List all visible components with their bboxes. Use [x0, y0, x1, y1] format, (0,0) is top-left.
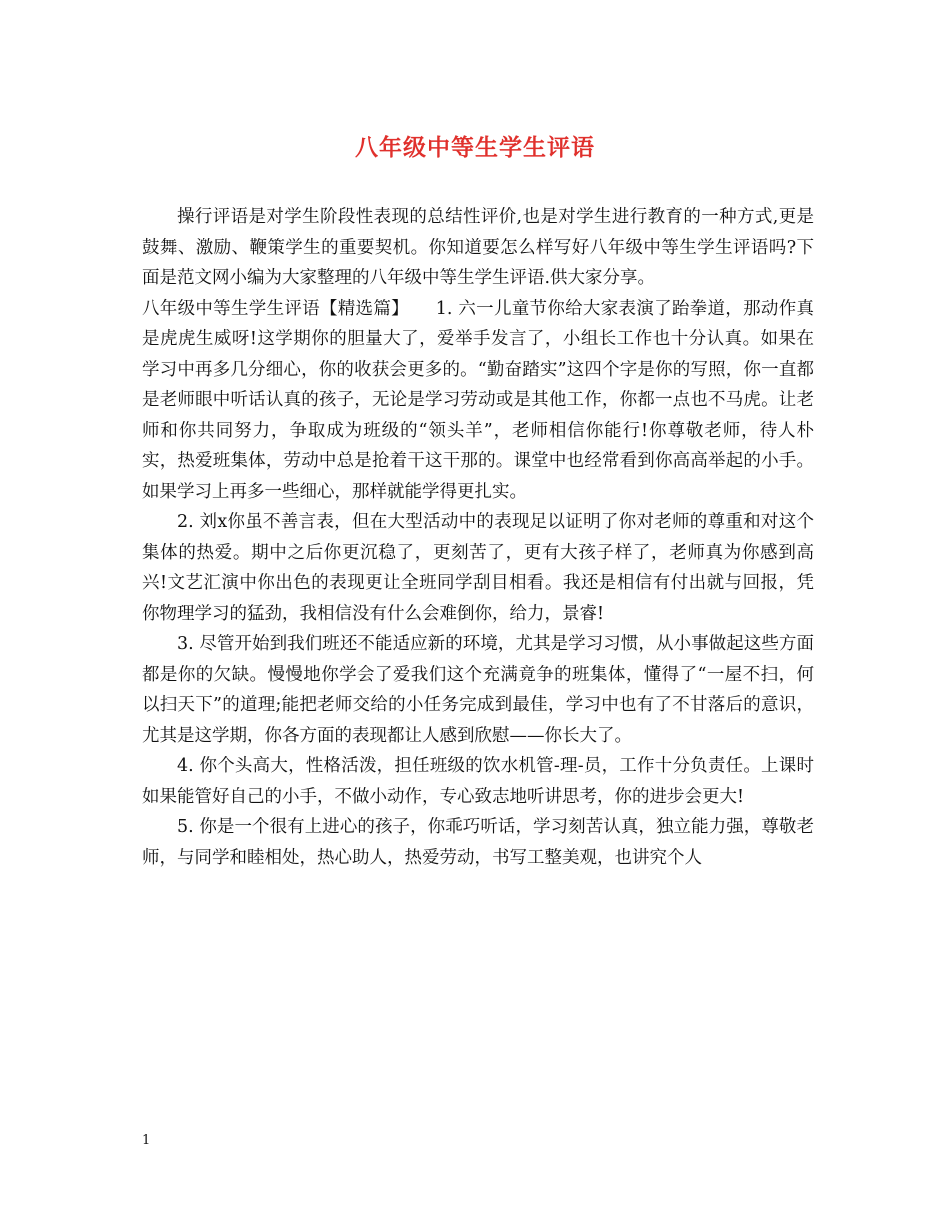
paragraph-comment-5: 5. 你是一个很有上进心的孩子，你乖巧听话，学习刻苦认真，独立能力强，尊敬老师，与同学和睦相处，热心助人，热爱劳动，书写工整美观，也讲究个人	[142, 817, 814, 868]
document-body	[142, 202, 814, 873]
paragraph-comment-2: 2. 刘x你虽不善言表，但在大型活动中的表现足以证明了你对老师的尊重和对这个集体的热爱。期中之后你更沉稳了，更刻苦了，更有大孩子样了，老师真为你感到高兴!文艺汇演中你出色的表现更让全班同学刮目相看。我还是相信有付出就与回报，凭你物理学习的猛劲，我相信没有什么会难倒你，给力，景睿!	[142, 512, 814, 624]
paragraph-comment-1: 八年级中等生学生评语【精选篇】 1. 六一儿童节你给大家表演了跆拳道，那动作真是虎虎生威呀!这学期你的胆量大了，爱举手发言了，小组长工作也十分认真。如果在学习中再多几分细心，你的收获会更多的。“勤奋踏实”这四个字是你的写照，你一直都是老师眼中听话认真的孩子，无论是学习劳动或是其他工作，你都一点也不马虎。让老师和你共同努力，争取成为班级的“领头羊”，老师相信你能行!你尊敬老师，待人朴实，热爱班集体，劳动中总是抢着干这干那的。课堂中也经常看到你高高举起的小手。如果学习上再多一些细心，那样就能学得更扎实。	[142, 298, 814, 502]
paragraph-intro: 操行评语是对学生阶段性表现的总结性评价,也是对学生进行教育的一种方式,更是鼓舞、激励、鞭策学生的重要契机。你知道要怎么样写好八年级中等生学生评语吗?下面是范文网小编为大家整理的八年级中等生学生评语.供大家分享。	[142, 207, 814, 288]
page-number: 1	[142, 1133, 151, 1148]
paragraph-comment-4: 4. 你个头高大，性格活泼，担任班级的饮水机管-理-员，工作十分负责任。上课时如果能管好自己的小手，不做小动作，专心致志地听讲思考，你的进步会更大!	[142, 756, 814, 807]
paragraph-comment-3: 3. 尽管开始到我们班还不能适应新的环境，尤其是学习习惯，从小事做起这些方面都是你的欠缺。慢慢地你学会了爱我们这个充满竟争的班集体，懂得了“一屋不扫，何以扫天下”的道理;能把老师交给的小任务完成到最佳，学习中也有了不甘落后的意识，尤其是这学期，你各方面的表现都让人感到欣慰——你长大了。	[142, 634, 814, 746]
document-title: 八年级中等生学生评语	[355, 134, 595, 161]
